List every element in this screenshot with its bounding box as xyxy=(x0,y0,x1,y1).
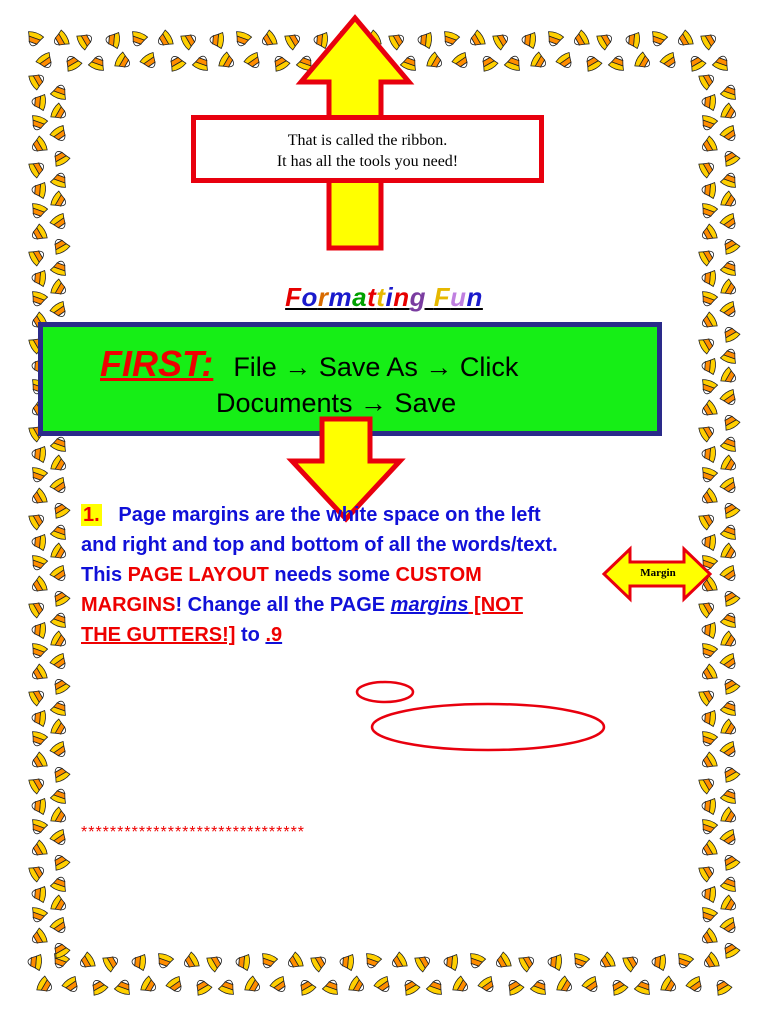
candy-corn-icon xyxy=(701,446,716,463)
candy-corn-icon xyxy=(28,202,48,220)
candy-corn-icon xyxy=(698,70,718,91)
candy-corn-icon xyxy=(50,171,70,189)
candy-corn-icon xyxy=(720,83,740,101)
candy-corn-icon xyxy=(105,32,120,49)
candy-corn-icon xyxy=(518,952,538,973)
candy-corn-icon xyxy=(719,740,740,760)
candy-corn-icon xyxy=(50,764,71,784)
candy-corn-icon xyxy=(209,32,224,49)
candy-corn-icon xyxy=(258,952,278,970)
candy-corn-icon xyxy=(339,954,354,971)
candy-corn-icon xyxy=(504,977,525,997)
candy-corn-icon xyxy=(451,51,472,71)
candy-corn-icon xyxy=(50,542,70,563)
candy-corn-icon xyxy=(701,94,716,111)
page-title xyxy=(0,282,768,313)
candy-corn-icon xyxy=(701,622,716,639)
candy-corn-icon xyxy=(701,886,716,903)
candy-corn-icon xyxy=(452,975,472,996)
candy-corn-icon xyxy=(50,852,71,872)
candy-corn-icon xyxy=(50,588,71,608)
candy-corn-icon xyxy=(698,246,718,267)
candy-corn-icon xyxy=(31,446,46,463)
ellipse-shapes xyxy=(350,675,620,760)
first-instruction-line-2: Documents → Save xyxy=(216,388,457,418)
title-letter: F xyxy=(433,282,451,312)
paragraph-line-4: MARGINS! Change all the PAGE margins [NOT xyxy=(81,594,523,616)
candy-corn-icon xyxy=(719,652,740,672)
candy-corn-icon xyxy=(29,223,49,244)
candy-corn-icon xyxy=(28,818,48,836)
candy-corn-icon xyxy=(36,975,56,996)
candy-corn-icon xyxy=(660,975,680,996)
candy-corn-icon xyxy=(720,676,741,696)
candy-corn-icon xyxy=(492,30,512,51)
candy-corn-icon xyxy=(27,954,42,971)
candy-corn-icon xyxy=(596,30,616,51)
candy-corn-icon xyxy=(192,977,213,997)
candy-corn-icon xyxy=(362,952,382,970)
candy-corn-icon xyxy=(570,952,590,970)
candy-corn-icon xyxy=(88,977,109,997)
candy-corn-icon xyxy=(285,951,305,972)
candy-corn-icon xyxy=(128,30,148,48)
candy-corn-icon xyxy=(720,412,741,432)
candy-corn-icon xyxy=(31,710,46,727)
candy-corn-icon xyxy=(49,828,70,848)
candy-corn-icon xyxy=(720,500,741,520)
candy-corn-icon xyxy=(720,875,740,893)
candy-corn-icon xyxy=(61,975,82,995)
candy-corn-icon xyxy=(426,978,446,996)
title-letter: r xyxy=(317,282,329,312)
candy-corn-icon xyxy=(77,951,97,972)
margin-arrow-label: Margin xyxy=(640,567,676,579)
callout-line-2: It has all the tools you need! xyxy=(276,153,459,170)
candy-corn-icon xyxy=(28,554,48,572)
title-letter: i xyxy=(385,282,394,312)
candy-corn-icon xyxy=(555,51,576,71)
paragraph-line-3: This PAGE LAYOUT needs some CUSTOM xyxy=(81,564,482,586)
candy-corn-icon xyxy=(720,699,740,717)
candy-corn-icon xyxy=(62,53,83,73)
candy-corn-icon xyxy=(698,686,718,707)
candy-corn-icon xyxy=(719,124,740,144)
candy-corn-icon xyxy=(720,259,740,277)
candy-corn-icon xyxy=(720,542,740,563)
candy-corn-icon xyxy=(698,818,718,836)
candy-corn-icon xyxy=(28,510,48,531)
candy-corn-icon xyxy=(720,630,740,651)
title-letter: m xyxy=(328,282,353,312)
candy-corn-icon xyxy=(31,94,46,111)
candy-corn-icon xyxy=(50,611,70,629)
candy-corn-icon xyxy=(50,894,70,915)
candy-corn-icon xyxy=(719,828,740,848)
candy-corn-icon xyxy=(389,951,409,972)
candy-corn-icon xyxy=(698,466,718,484)
candy-corn-icon xyxy=(322,978,342,996)
candy-corn-icon xyxy=(76,30,96,51)
candy-corn-icon xyxy=(50,83,70,101)
candy-corn-icon xyxy=(417,32,432,49)
candy-corn-icon xyxy=(49,124,70,144)
candy-corn-icon xyxy=(478,53,499,73)
candy-corn-icon xyxy=(719,388,740,408)
candy-corn-icon xyxy=(720,852,741,872)
candy-corn-icon xyxy=(131,954,146,971)
candy-corn-icon xyxy=(28,774,48,795)
candy-corn-icon xyxy=(544,30,564,48)
candy-corn-icon xyxy=(181,951,201,972)
candy-corn-icon xyxy=(556,975,576,996)
callout-line-1: That is called the ribbon. xyxy=(287,132,448,149)
stars-divider: ******************************* xyxy=(81,824,306,841)
candy-corn-icon xyxy=(218,978,238,996)
candy-corn-icon xyxy=(720,171,740,189)
candy-corn-icon xyxy=(701,710,716,727)
candy-corn-icon xyxy=(698,202,718,220)
candy-corn-icon xyxy=(28,906,48,924)
candy-corn-icon xyxy=(720,347,740,365)
candy-corn-icon xyxy=(373,975,394,995)
candy-corn-icon xyxy=(699,751,719,772)
candy-corn-icon xyxy=(622,952,642,973)
candy-corn-icon xyxy=(685,975,706,995)
candy-corn-icon xyxy=(720,454,740,475)
title-letter: a xyxy=(352,282,368,312)
candy-corn-icon xyxy=(29,839,49,860)
candy-corn-icon xyxy=(243,51,264,71)
candy-corn-icon xyxy=(24,30,44,48)
candy-corn-icon xyxy=(29,487,49,508)
candy-corn-icon xyxy=(50,787,70,805)
title-letter: o xyxy=(301,282,318,312)
candy-corn-icon xyxy=(720,764,741,784)
candy-corn-icon xyxy=(651,954,666,971)
candy-corn-icon xyxy=(699,839,719,860)
candy-corn-icon xyxy=(699,223,719,244)
candy-corn-icon xyxy=(701,951,721,972)
candy-corn-icon xyxy=(50,236,71,256)
candy-corn-icon xyxy=(192,54,212,72)
candy-corn-icon xyxy=(414,952,434,973)
candy-corn-icon xyxy=(720,435,740,453)
candy-corn-icon xyxy=(269,975,290,995)
candy-corn-icon xyxy=(699,487,719,508)
candy-corn-icon xyxy=(443,954,458,971)
candy-corn-icon xyxy=(51,29,71,50)
candy-corn-icon xyxy=(310,952,330,973)
candy-corn-icon xyxy=(29,135,49,156)
candy-corn-icon xyxy=(547,954,562,971)
candy-corn-icon xyxy=(31,798,46,815)
candy-corn-icon xyxy=(28,466,48,484)
candy-corn-icon xyxy=(440,30,460,48)
candy-corn-icon xyxy=(50,500,71,520)
candy-corn-icon xyxy=(49,916,70,936)
candy-corn-icon xyxy=(50,523,70,541)
candy-corn-icon xyxy=(698,378,718,396)
title-letter xyxy=(426,282,434,312)
candy-corn-icon xyxy=(259,29,279,50)
candy-corn-icon xyxy=(400,977,421,997)
candy-corn-icon xyxy=(698,642,718,660)
candy-corn-icon xyxy=(28,158,48,179)
candy-corn-icon xyxy=(35,51,56,71)
candy-corn-icon xyxy=(348,975,368,996)
candy-corn-icon xyxy=(720,102,740,123)
candy-corn-icon xyxy=(698,114,718,132)
candy-corn-icon xyxy=(166,53,187,73)
candy-corn-icon xyxy=(28,686,48,707)
candy-corn-icon xyxy=(504,54,524,72)
title-letter: u xyxy=(450,282,467,312)
candy-corn-icon xyxy=(50,148,71,168)
candy-corn-icon xyxy=(675,29,695,50)
candy-corn-icon xyxy=(699,927,719,948)
candy-corn-icon xyxy=(720,894,740,915)
title-letter: t xyxy=(376,282,386,312)
candy-corn-icon xyxy=(467,29,487,50)
candy-corn-icon xyxy=(50,435,70,453)
candy-corn-icon xyxy=(296,977,317,997)
candy-corn-icon xyxy=(719,476,740,496)
candy-corn-icon xyxy=(712,54,732,72)
candy-corn-icon xyxy=(29,751,49,772)
candy-corn-icon xyxy=(50,102,70,123)
candy-corn-icon xyxy=(50,718,70,739)
paragraph-line-5: THE GUTTERS!] to .9 xyxy=(81,624,283,646)
candy-corn-icon xyxy=(49,740,70,760)
candy-corn-icon xyxy=(235,954,250,971)
candy-corn-icon xyxy=(218,51,238,72)
small-ellipse xyxy=(357,682,413,702)
candy-corn-icon xyxy=(49,652,70,672)
candy-corn-icon xyxy=(244,975,264,996)
candy-corn-icon xyxy=(720,718,740,739)
candy-corn-icon xyxy=(720,787,740,805)
candy-corn-icon xyxy=(701,358,716,375)
candy-corn-icon xyxy=(698,334,718,355)
candy-corn-icon xyxy=(634,51,654,72)
candy-corn-icon xyxy=(698,158,718,179)
candy-corn-icon xyxy=(29,927,49,948)
candy-corn-icon xyxy=(49,564,70,584)
candy-corn-icon xyxy=(49,476,70,496)
candy-corn-icon xyxy=(597,951,617,972)
candy-corn-icon xyxy=(700,30,720,51)
candy-corn-icon xyxy=(608,977,629,997)
candy-corn-icon xyxy=(206,952,226,973)
candy-corn-icon xyxy=(699,399,719,420)
large-ellipse xyxy=(372,704,604,750)
candy-corn-icon xyxy=(698,906,718,924)
candy-corn-icon xyxy=(31,622,46,639)
candy-corn-icon xyxy=(720,324,741,344)
candy-corn-icon xyxy=(719,564,740,584)
candy-corn-icon xyxy=(720,940,741,960)
title-letter: t xyxy=(367,282,377,312)
candy-corn-icon xyxy=(88,54,108,72)
candy-corn-icon xyxy=(50,940,71,960)
candy-corn-icon xyxy=(699,663,719,684)
candy-corn-icon xyxy=(28,730,48,748)
candy-corn-icon xyxy=(466,952,486,970)
candy-corn-icon xyxy=(28,642,48,660)
candy-corn-icon xyxy=(139,51,160,71)
candy-corn-icon xyxy=(698,510,718,531)
candy-corn-icon xyxy=(140,975,160,996)
candy-corn-icon xyxy=(659,51,680,71)
candy-corn-icon xyxy=(719,916,740,936)
candy-corn-icon xyxy=(582,53,603,73)
candy-corn-icon xyxy=(31,534,46,551)
candy-corn-icon xyxy=(270,53,291,73)
candy-corn-icon xyxy=(699,311,719,332)
candy-corn-icon xyxy=(232,30,252,48)
candy-corn-icon xyxy=(50,875,70,893)
candy-corn-icon xyxy=(720,806,740,827)
first-instruction-line-1 xyxy=(100,343,518,385)
candy-corn-icon xyxy=(50,806,70,827)
candy-corn-icon xyxy=(720,523,740,541)
candy-corn-icon xyxy=(426,51,446,72)
candy-corn-icon xyxy=(625,32,640,49)
candy-corn-icon xyxy=(674,952,694,970)
candy-corn-icon xyxy=(29,663,49,684)
candy-corn-icon xyxy=(720,236,741,256)
candy-corn-icon xyxy=(477,975,498,995)
candy-corn-icon xyxy=(50,259,70,277)
candy-corn-icon xyxy=(608,54,628,72)
candy-corn-icon xyxy=(50,699,70,717)
paragraph-line-1: Page margins are the white space on the left xyxy=(101,504,541,526)
candy-corn-icon xyxy=(712,977,733,997)
candy-corn-icon xyxy=(50,630,70,651)
candy-corn-icon xyxy=(698,730,718,748)
candy-corn-icon xyxy=(114,51,134,72)
candy-corn-icon xyxy=(114,978,134,996)
candy-corn-icon xyxy=(28,114,48,132)
candy-corn-icon xyxy=(50,454,70,475)
candy-corn-icon xyxy=(50,190,70,211)
title-letter: n xyxy=(466,282,483,312)
candy-corn-icon xyxy=(102,952,122,973)
candy-corn-icon xyxy=(180,30,200,51)
candy-corn-icon xyxy=(28,598,48,619)
candy-corn-icon xyxy=(701,182,716,199)
candy-corn-icon xyxy=(720,611,740,629)
candy-corn-icon xyxy=(686,53,707,73)
first-steps-text: File → Save As → Click xyxy=(233,352,519,382)
candy-corn-icon xyxy=(165,975,186,995)
candy-corn-icon xyxy=(699,135,719,156)
candy-corn-icon xyxy=(530,51,550,72)
candy-corn-icon xyxy=(49,212,70,232)
candy-corn-icon xyxy=(698,422,718,443)
candy-corn-icon xyxy=(698,774,718,795)
candy-corn-icon xyxy=(28,70,48,91)
step-number: 1. xyxy=(83,504,100,526)
candy-corn-icon xyxy=(720,190,740,211)
candy-corn-icon xyxy=(634,978,654,996)
ribbon-callout-box xyxy=(191,115,544,183)
candy-corn-icon xyxy=(28,246,48,267)
candy-corn-icon xyxy=(31,886,46,903)
candy-corn-icon xyxy=(648,30,668,48)
candy-corn-icon xyxy=(571,29,591,50)
candy-corn-icon xyxy=(701,798,716,815)
candy-corn-icon xyxy=(50,676,71,696)
candy-corn-icon xyxy=(493,951,513,972)
first-label: FIRST: xyxy=(100,343,214,384)
candy-corn-icon xyxy=(719,212,740,232)
candy-corn-icon xyxy=(521,32,536,49)
candy-corn-icon xyxy=(720,148,741,168)
candy-corn-icon xyxy=(29,575,49,596)
candy-corn-icon xyxy=(155,29,175,50)
candy-corn-icon xyxy=(530,978,550,996)
candy-corn-icon xyxy=(720,366,740,387)
title-letter: n xyxy=(393,282,410,312)
candy-corn-icon xyxy=(31,182,46,199)
title-letter: F xyxy=(285,282,302,312)
candy-corn-icon xyxy=(28,862,48,883)
candy-corn-icon xyxy=(698,862,718,883)
candy-corn-icon xyxy=(720,588,741,608)
paragraph-line-2: and right and top and bottom of all the words/text. xyxy=(81,534,558,556)
title-letter: g xyxy=(409,282,426,312)
candy-corn-icon xyxy=(154,952,174,970)
candy-corn-icon xyxy=(581,975,602,995)
